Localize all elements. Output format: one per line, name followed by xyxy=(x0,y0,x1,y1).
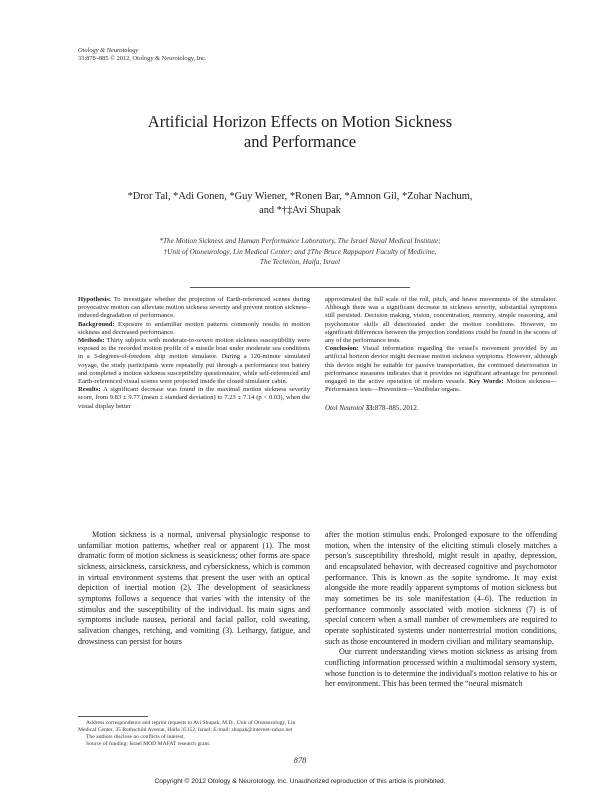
results-text: A significant decrease was found in the maximal motion sickness severity score, from 9.83 ± 9.77 (mean ± standard deviation) to 7.23 ± 7.14 (p < 0.03), when the visual display better xyxy=(78,386,310,410)
footnote-divider xyxy=(78,716,148,717)
keywords-text: Motion sickness—Performance tests—Prevention—Vestibular organs. xyxy=(325,378,557,394)
abstract-paragraph xyxy=(78,321,310,337)
cite-volume: 33: xyxy=(365,404,375,413)
journal-header xyxy=(78,47,207,63)
affiliation-line-2: †Unit of Otoneurology, Lin Medical Center; and ‡The Bruce Rappaport Faculty of Medicine, xyxy=(163,246,437,256)
conclusion-label: Conclusion: xyxy=(325,345,359,353)
footnotes xyxy=(78,720,312,748)
hypothesis-text: To investigate whether the projection of Earth-referenced scenes during provocative motion can alleviate motion sickness severity and prevent motion sickness–induced degradation of performance. xyxy=(78,296,310,320)
background-label: Background: xyxy=(78,320,115,328)
abstract-paragraph xyxy=(325,345,557,394)
journal-name: Otology & Neurotology xyxy=(78,47,139,54)
article-citation xyxy=(325,404,557,412)
abstract-divider xyxy=(190,287,410,288)
abstract-paragraph xyxy=(78,296,310,321)
conclusion-text: Visual information regarding the vessel's movement provided by an artificial horizon device might decrease motion sickness symptoms. However, although this device might be suitable for passive transportation, the continued deterioration in performance measures indicates that it provides no significant advantage for personnel engaged in the active operation of modern vessels. xyxy=(325,345,557,386)
cite-journal: Otol Neurotol xyxy=(325,404,364,413)
abstract-paragraph xyxy=(78,337,310,386)
cite-pages: 878–885, 2012. xyxy=(374,404,419,413)
affiliation-line-1: *The Motion Sickness and Human Performance Laboratory, The Israel Naval Medical Institute; xyxy=(159,236,441,245)
hypothesis-label: Hypothesis: xyxy=(78,296,112,303)
journal-citation: 33:878–885 © 2012, Otology & Neurotology, Inc. xyxy=(78,55,207,62)
affiliation-line-3: The Technion, Haifa, Israel xyxy=(259,257,341,267)
affiliations xyxy=(90,236,510,268)
abstract-right-column xyxy=(325,296,557,413)
abstract-left-column xyxy=(78,296,310,411)
background-text: Exposure to unfamiliar motion patterns commonly results in motion sickness and decreased performance. xyxy=(78,320,310,336)
methods-text: Thirty subjects with moderate-to-severe motion sickness susceptibility were exposed to the recorded motion profile of a missile boat under moderate sea conditions in a 3-degrees-of-freedom ship motion simulator. During a 120-minute simulated voyage, the study participants were repeatedly put through a performance test battery and completed a motion sickness susceptibility questionnaire, while self-referenced and Earth-referenced visual scenes were projected inside the closed simulator cabin. xyxy=(78,337,310,386)
body-paragraph: after the motion stimulus ends. Prolonged exposure to the offending motion, when the intensity of the eliciting stimuli closely matches a person's susceptibility threshold, might result in apathy, depression, and encapsulated behavior, with decreased cognitive and psychomotor performance. This is known as the sopite syndrome. It may exist alongside the more readily apparent symptoms of motion sickness but may sometimes be its sole manifestation (4–6). The reduction in performance commonly associated with motion sickness (7) is of special concern when a small number of crewmembers are required to operate sophisticated systems under nonterrestrial motion conditions, such as those encountered in modern civilian and military seamanship. xyxy=(325,530,557,646)
footnote-funding: Source of funding: Israel MOD MAFAT research grant. xyxy=(86,741,211,748)
authors-line-1: *Dror Tal, *Adi Gonen, *Guy Wiener, *Ronen Bar, *Amnon Gil, *Zohar Nachum, xyxy=(127,191,473,202)
author-list xyxy=(90,190,510,218)
keywords-label: Key Words: xyxy=(468,378,504,386)
article-title xyxy=(60,112,540,152)
body-paragraph: Our current understanding views motion sickness as arising from conflicting information processed within a multimodal sensory system, whose function is to determine the individual's motion relative to his or her environment. This has been termed the “neural mismatch xyxy=(325,647,557,689)
abstract-paragraph xyxy=(325,296,557,345)
abstract-paragraph xyxy=(78,386,310,411)
methods-label: Methods: xyxy=(78,337,105,345)
body-paragraph: Motion sickness is a normal, universal physiologic response to unfamiliar motion patterns, whether real or apparent (1). The most dramatic form of motion sickness is seasickness; other forms are space sickness, airsickness, carsickness, and cybersickness, which is common in virtual environment systems that present the user with an optical depiction of inertial motion (2). The development of seasickness symptoms follows a sequence that varies with the intensity of the stimulus and the susceptibility of the individual. Its main signs and symptoms include nausea, perioral and facial pallor, cold sweating, salivation changes, retching, and vomiting (3). Lethargy, fatigue, and drowsiness can persist for hours xyxy=(78,530,310,646)
results-continued-text: approximated the full scale of the roll, pitch, and heave movements of the simulator. Although there was a significant decrease in sickness severity, substantial symptoms still persisted. Decision making, vision, concentration, memory, simple reasoning, and psychomotor skills all deteriorated under the motion conditions. However, no significant differences between the projection conditions could be found in the scores of any of the performance tests. xyxy=(325,296,557,345)
footnote-disclosure: The authors disclose no conflicts of interest. xyxy=(86,734,185,741)
body-right-column xyxy=(325,530,557,690)
authors-line-2: and *†‡Avi Shupak xyxy=(259,205,341,216)
copyright-notice: Copyright © 2012 Otology & Neurotology, Inc. Unauthorized reproduction of this article is prohibited. xyxy=(154,778,446,785)
title-line-1: Artificial Horizon Effects on Motion Sickness xyxy=(147,112,453,131)
results-label: Results: xyxy=(78,386,101,394)
footnote-address: Address correspondence and reprint requests to Avi Shupak, M.D., Unit of Otoneurology, Lin Medical Center, 35 Rothschild Avenue, Haifa 35152, Israel; E-mail: shupak@internet-zahav.net xyxy=(78,720,296,734)
title-line-2: and Performance xyxy=(243,132,357,151)
body-left-column xyxy=(78,530,310,647)
page-number: 878 xyxy=(293,755,307,765)
